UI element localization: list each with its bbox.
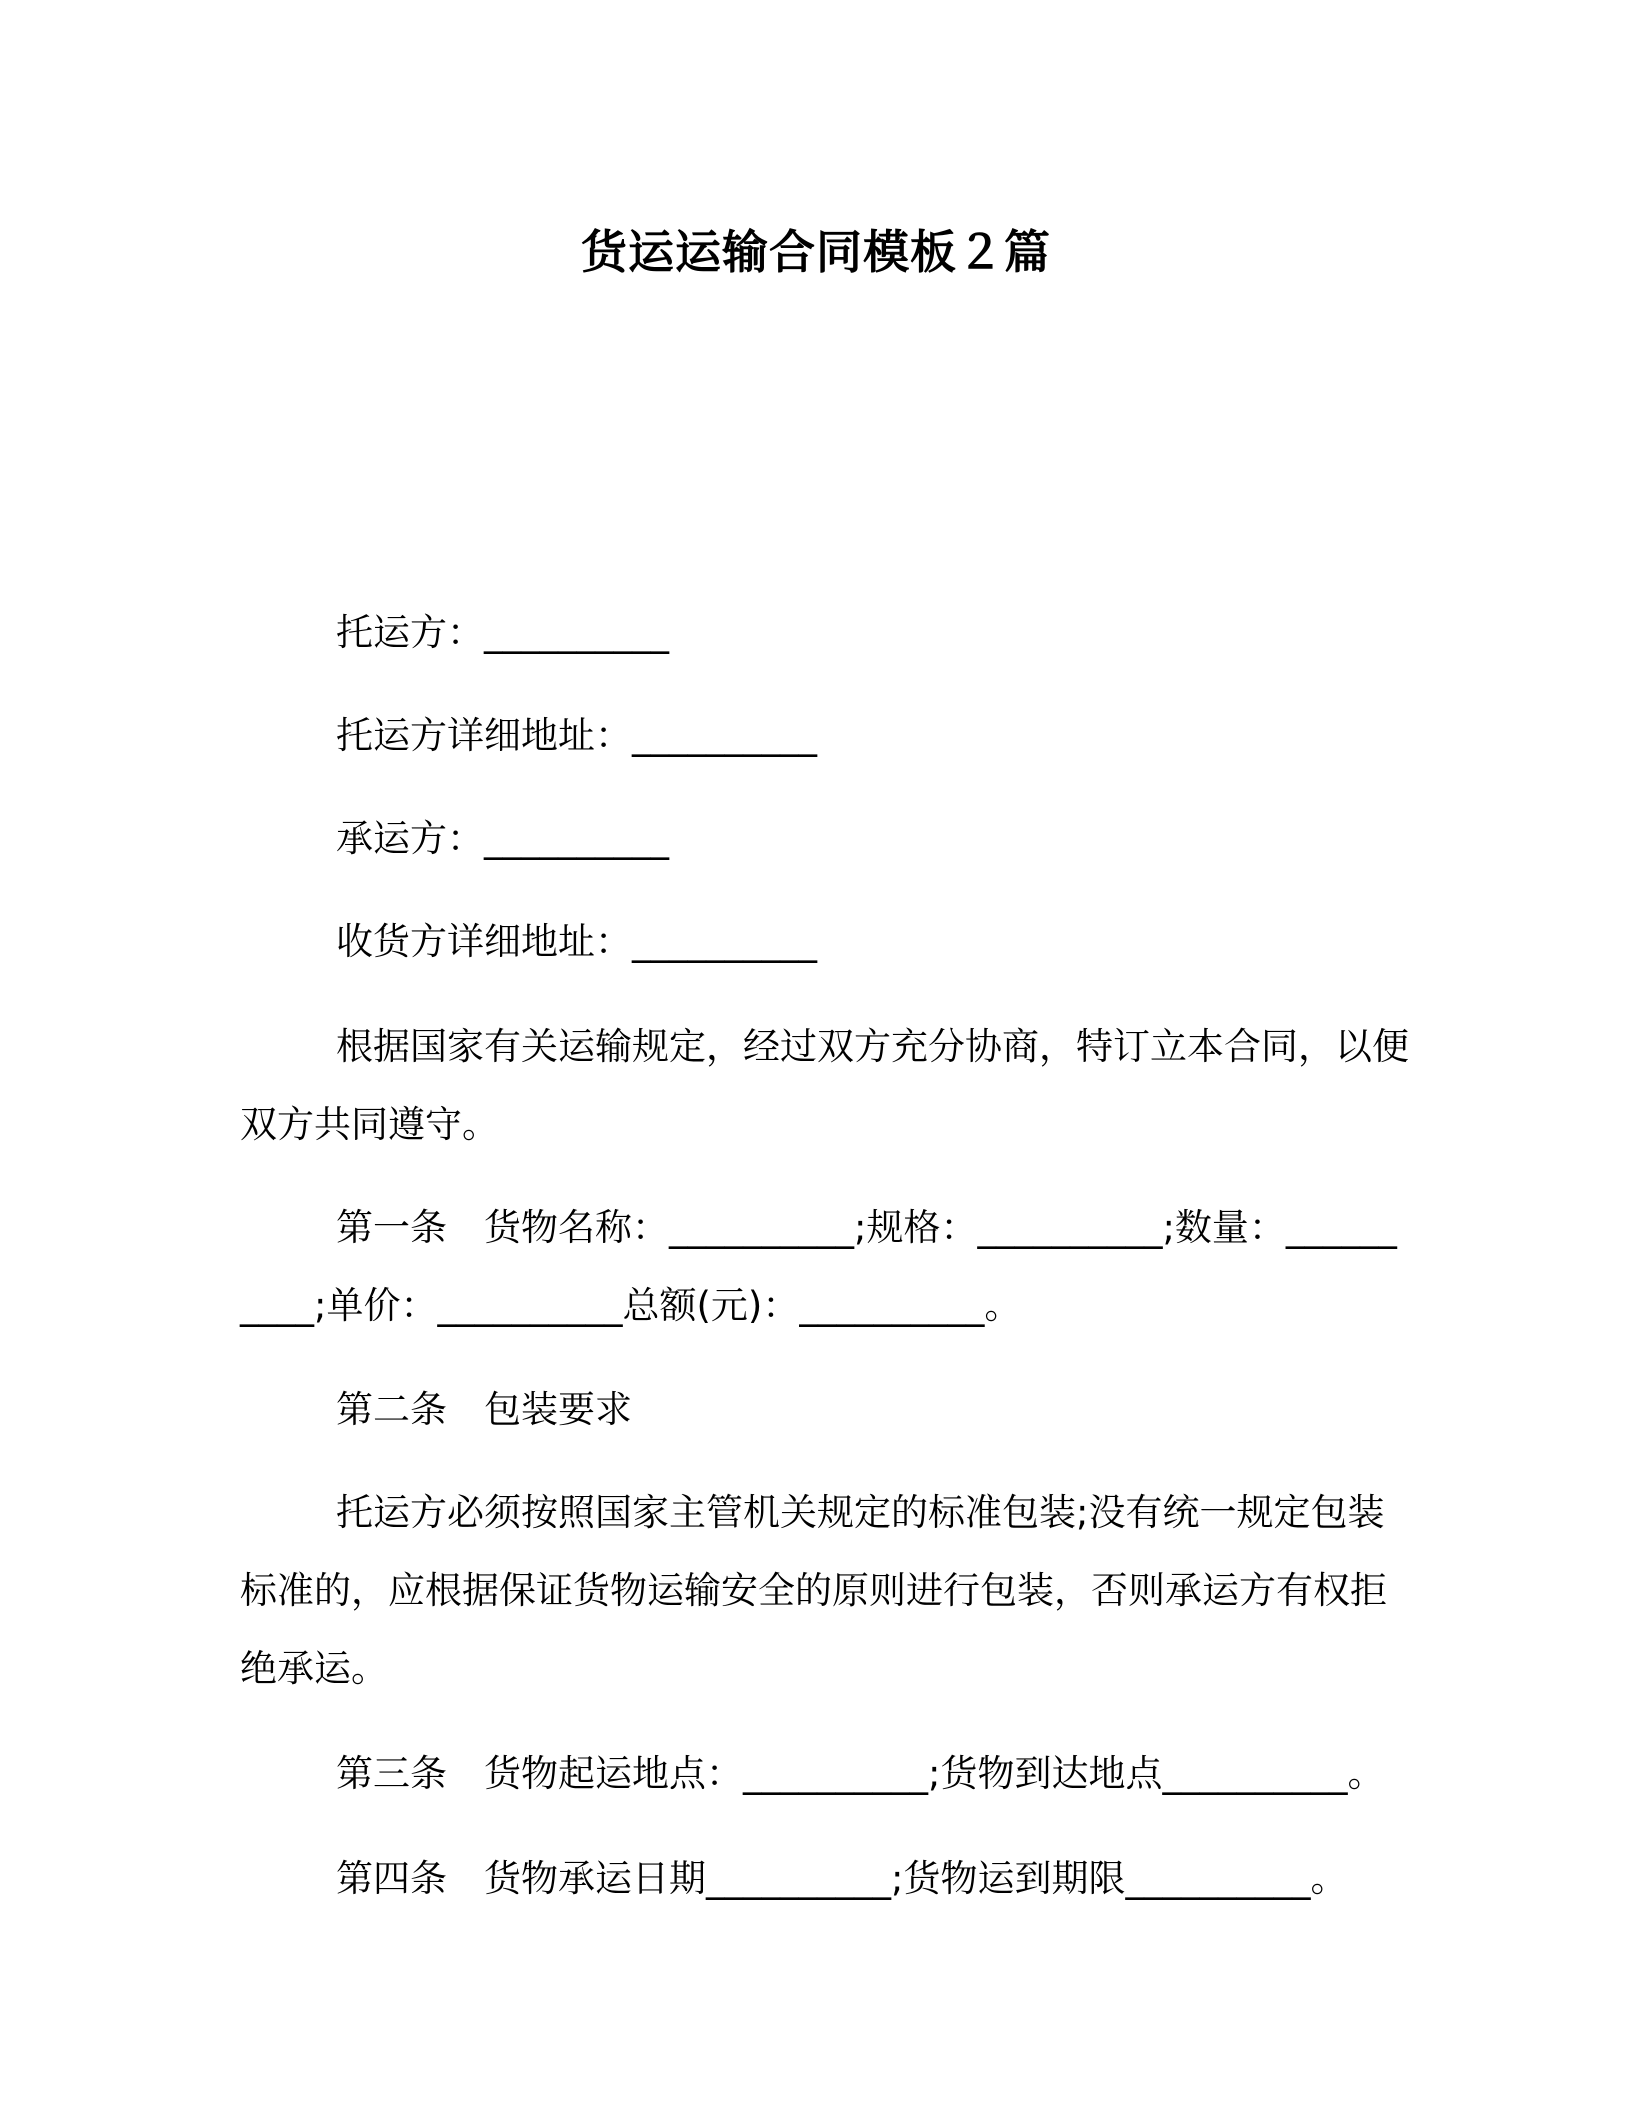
consignee-address-field: 收货方详细地址：__________ (336, 920, 817, 963)
article-2-body: 托运方必须按照国家主管机关规定的标准包装;没有统一规定包装标准的，应根据保证货物运输安全的原则进行包装，否则承运方有权拒绝承运。 (240, 1491, 1387, 1690)
document-title: 货运运输合同模板２篇 (581, 225, 1051, 279)
article-4-paragraph: 第四条 货物承运日期__________;货物运到期限__________。 (336, 1857, 1348, 1900)
article-2-heading: 第二条 包装要求 (336, 1388, 632, 1431)
article-3-paragraph: 第三条 货物起运地点：__________;货物到达地点__________。 (336, 1752, 1385, 1795)
preamble-paragraph: 根据国家有关运输规定，经过双方充分协商，特订立本合同，以便双方共同遵守。 (240, 1025, 1409, 1146)
carrier-field: 承运方：__________ (336, 817, 669, 860)
shipper-field: 托运方：__________ (336, 611, 669, 654)
shipper-address-field: 托运方详细地址：__________ (336, 714, 817, 757)
article-1-paragraph: 第一条 货物名称：__________;规格：__________;数量：__________;单价：__________总额(元)：__________。 (240, 1206, 1397, 1327)
